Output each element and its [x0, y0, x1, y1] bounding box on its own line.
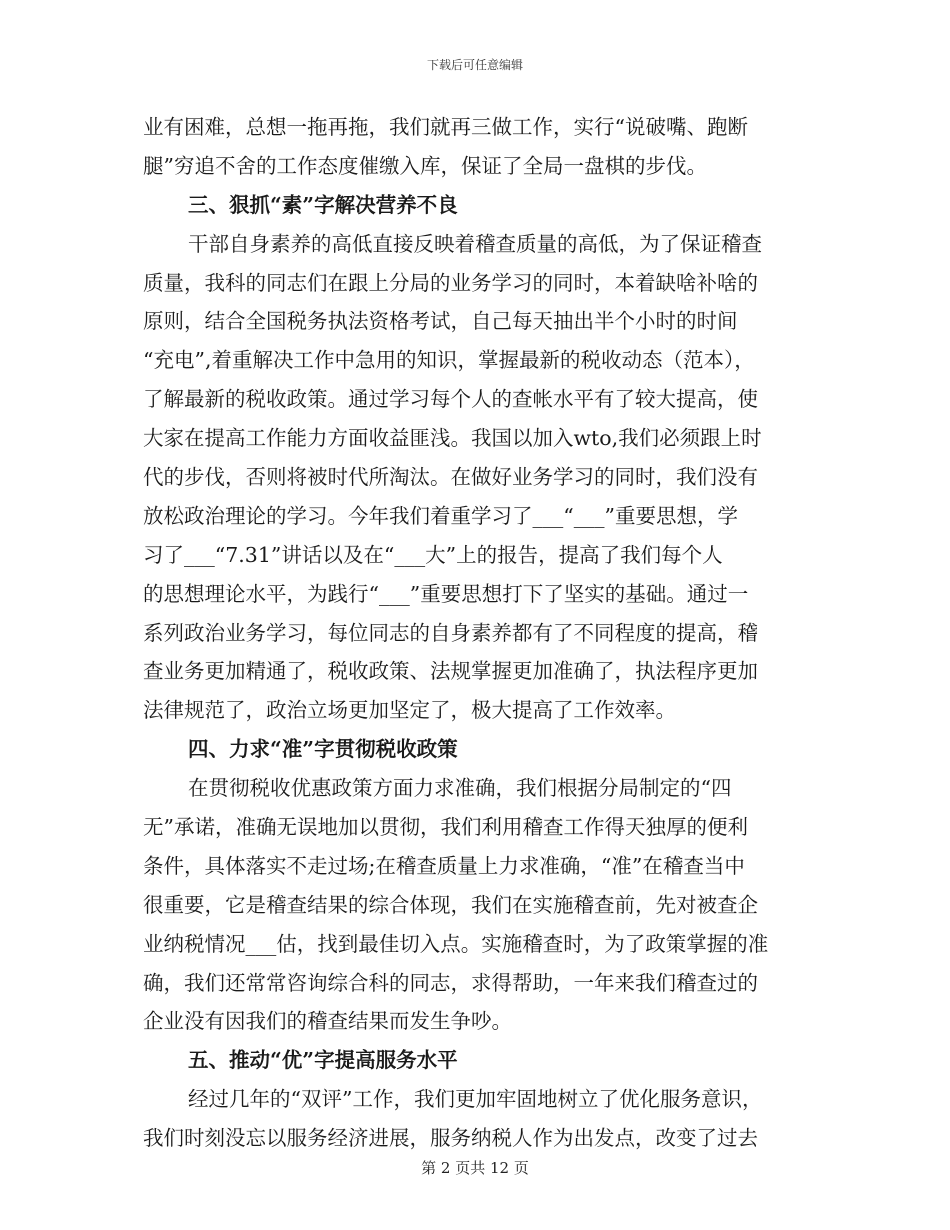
- text-line: 质量，我科的同志们在跟上分局的业务学习的同时，本着缺啥补啥的: [143, 270, 758, 295]
- page-footer: 第 2 页共 12 页: [421, 1159, 529, 1177]
- text-line: 代的步伐，否则将被时代所淘汰。在做好业务学习的同时，我们没有: [143, 465, 758, 490]
- section-heading: 三、狠抓“素”字解决营养不良: [188, 192, 458, 217]
- text-line: 放松政治理论的学习。今年我们着重学习了___“___”重要思想，学: [143, 503, 738, 528]
- text-line: 经过几年的“双评”工作，我们更加牢固地树立了优化服务意识，: [188, 1087, 763, 1112]
- text-line: 业有困难，总想一拖再拖，我们就再三做工作，实行“说破嘴、跑断: [143, 115, 748, 139]
- text-line: 很重要，它是稽查结果的综合体现，我们在实施稽查前，先对被查企: [143, 892, 758, 917]
- document-body: [143, 108, 808, 1158]
- text-line: 了解最新的税收政策。通过学习每个人的查帐水平有了较大提高，使: [143, 387, 758, 412]
- page-header: 下载后可任意编辑: [426, 58, 523, 72]
- text-line: 查业务更加精通了，税收政策、法规掌握更加准确了，执法程序更加: [143, 659, 758, 684]
- text-line: 在贯彻税收优惠政策方面力求准确，我们根据分局制定的“四: [188, 776, 732, 801]
- text-line: 确，我们还常常咨询综合科的同志，求得帮助，一年来我们稽查过的: [143, 970, 758, 995]
- text-line: 条件，具体落实不走过场;在稽查质量上力求准确，“准”在稽查当中: [143, 853, 745, 878]
- section-heading: 四、力求“准”字贯彻税收政策: [188, 737, 458, 762]
- text-line: 大家在提高工作能力方面收益匪浅。我国以加入wto,我们必须跟上时: [143, 426, 762, 451]
- text-line: 我们时刻没忘以服务经济进展，服务纳税人作为出发点，改变了过去: [143, 1126, 758, 1151]
- section-heading: 五、推动“优”字提高服务水平: [188, 1048, 458, 1073]
- text-line: 系列政治业务学习，每位同志的自身素养都有了不同程度的提高，稽: [143, 620, 758, 645]
- text-line: 习了___“7.31”讲话以及在“___大”上的报告，提高了我们每个人: [143, 542, 723, 567]
- text-line: 的思想理论水平，为践行“___”重要思想打下了坚实的基础。通过一: [143, 581, 749, 606]
- text-line: 无”承诺，准确无误地加以贯彻，我们利用稽查工作得天独厚的便利: [143, 815, 748, 840]
- text-line: 企业没有因我们的稽查结果而发生争吵。: [143, 1009, 512, 1034]
- text-line: “充电”,着重解决工作中急用的知识，掌握最新的税收动态（范本），: [143, 348, 755, 373]
- text-line: 业纳税情况___估，找到最佳切入点。实施稽查时，为了政策掌握的准: [143, 931, 769, 956]
- text-line: 干部自身素养的高低直接反映着稽查质量的高低，为了保证稽查: [188, 231, 762, 256]
- text-line: 法律规范了，政治立场更加坚定了，极大提高了工作效率。: [143, 698, 676, 723]
- text-line: 腿”穷追不舍的工作态度催缴入库，保证了全局一盘棋的步伐。: [143, 153, 707, 178]
- text-line: 原则，结合全国税务执法资格考试，自己每天抽出半个小时的时间: [143, 309, 738, 334]
